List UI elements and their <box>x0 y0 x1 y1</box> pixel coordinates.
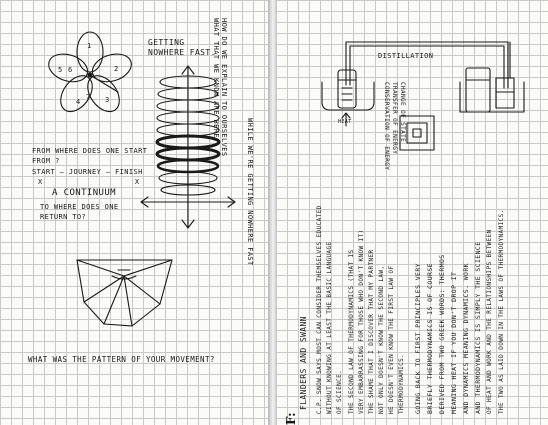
para1-line-6: THE SHAME THAT I DISCOVER THAT MY PARTNER <box>368 249 375 414</box>
para2-line-5: AND DYNAMICS MEANING DYNAMICS. WORK <box>462 263 470 414</box>
para1-line-2: WITHOUT KNOWING AT LEAST THE BASIC LANGUAGE <box>326 241 333 414</box>
question-line-3: START — JOURNEY — FINISH <box>32 168 143 176</box>
title-flanders-swann: FLANDERS AND SWANN <box>299 316 308 410</box>
para2-line-6: AND THERMODYNAMICS IS SIMPLY THE SCIENCE <box>474 241 482 414</box>
energy-label-2: TRANSFER OF ENERGY <box>391 82 398 155</box>
para1-line-1: C.P. SNOW SAYS MOST CAN CONSIDER THEMSELVES EDUCATED <box>316 205 323 414</box>
para1-line-3: OF SCIENCE. <box>336 369 343 414</box>
para1-line-4: THE SECOND LAW OF THERMODYNAMICS (THAT IS <box>348 249 355 414</box>
flower-number-1: 1 <box>87 42 92 50</box>
flower-number-5: 5 <box>58 66 63 74</box>
bow-drawing <box>72 242 182 332</box>
para1-line-8: HE DOESN'T EVEN KNOW THE FIRST LAW OF <box>388 265 395 414</box>
question-line-2: FROM ? <box>32 157 60 165</box>
para2-line-2: BRIEFLY THERMODYNAMICS IS OF COURSE <box>426 263 434 414</box>
vertical-note-2: WHAT THAT WE KNOW ARE HERE? <box>212 18 220 143</box>
flower-number-3: 3 <box>105 96 110 104</box>
para2-line-7: OF HEAT AND WORK AND THE RELATIONSHIPS BETWEEN <box>486 229 493 414</box>
square-spiral <box>398 114 438 154</box>
para1-line-9: THERMODYNAMICS. <box>398 353 405 414</box>
question-line-1: FROM WHERE DOES ONE START <box>32 147 148 155</box>
question-line-4: A CONTINUUM <box>52 188 117 198</box>
distillation-label: DISTILLATION <box>378 52 434 60</box>
left-page <box>0 0 270 425</box>
para2-line-4: MEANING HEAT IF YOU DON'T DROP IT <box>450 271 458 414</box>
flower-number-2: 2 <box>114 65 119 73</box>
energy-label-1: CHANGE OF STATE <box>399 82 406 143</box>
para1-line-5: VERY EMBARRASSING FOR THOSE WHO DON'T KNOW IT) <box>358 229 365 414</box>
para2-line-8: THE TWO AS LAID DOWN IN THE LAWS OF THERMODYNAMICS. <box>498 209 505 414</box>
vertical-note-1: HOW DO WE EXPLAIN TO OURSELVES <box>220 18 228 157</box>
right-page <box>276 0 548 425</box>
question-line-5: TO WHERE DOES ONE <box>40 203 119 211</box>
bottom-question: WHAT WAS THE PATTERN OF YOUR MOVEMENT? <box>28 355 215 364</box>
question-marks: X X <box>38 178 140 186</box>
para2-line-3: DERIVED FROM TWO GREEK WORDS: THERMOS <box>438 254 446 414</box>
para2-line-1: GOING BACK TO FIRST PRINCIPLES VERY <box>414 263 422 414</box>
vertical-note-3: WHILE WE'RE GETTING NOWHERE FAST <box>246 118 254 266</box>
flower-number-6: 6 <box>68 66 73 74</box>
question-line-6: RETURN TO? <box>40 213 87 221</box>
letter-f: F: <box>284 412 298 425</box>
flower-number-7: 7 <box>86 93 91 101</box>
flower-number-4: 4 <box>76 98 81 106</box>
heat-label: HEAT <box>338 119 352 125</box>
page-heading: GETTING NOWHERE FAST. <box>148 38 216 57</box>
energy-label-3: CONSERVATION OF ENERGY <box>383 82 390 171</box>
coil-drawing <box>138 62 238 232</box>
para1-line-7: NOT ONLY DOESN'T KNOW THE SECOND LAW, <box>378 265 385 414</box>
